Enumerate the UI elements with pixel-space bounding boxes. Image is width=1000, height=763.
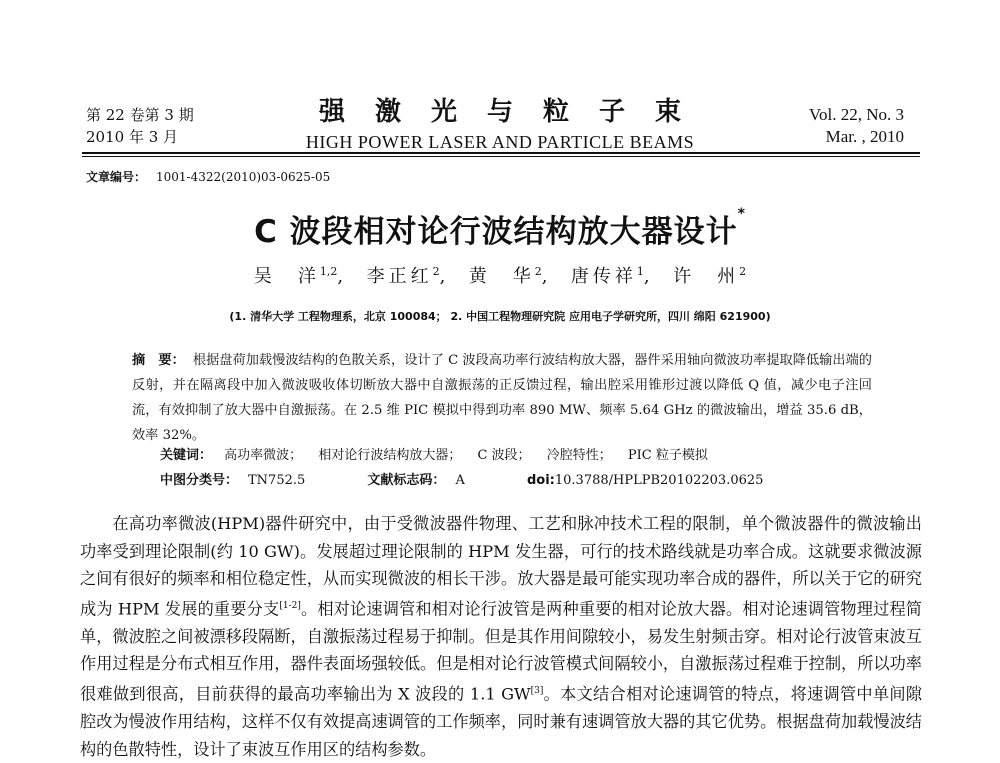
doc-code-value: A: [455, 473, 465, 488]
title-footnote-mark: *: [737, 206, 746, 222]
author: 黄 华$^2$: [468, 265, 542, 287]
date-cn: 2010 年 3 月: [86, 128, 179, 146]
author-affiliation-mark: 1,2: [319, 265, 338, 278]
article-number: [86, 168, 330, 185]
keywords-label: 关键词：: [160, 448, 213, 463]
body-paragraph: 在高功率微波(HPM)器件研究中，由于受微波器件物理、工艺和脉冲技术工程的限制，单个微波器件的微波输出功率受到理论限制(约 10 GW)。发展超过理论限制的 HPM 发生器，可行的技术路线就是功率合成。这就要求微波源之间有很好的频率和相位稳定性，从而实现微波的相长干涉。放大器是最可能实现功率合成的器件，所以关于它的研究成为 HPM 发展的重要分支[1-2]。相对论速调管和相对论行波管是两种重要的相对论放大器。相对论速调管物理过程简单，微波腔之间被漂移段隔断，自激振荡过程易于抑制。但是其作用间隙较小，易发生射频击穿。相对论行波管束波互作用过程是分布式相互作用，器件表面场强较低。但是相对论行波管模式间隔较小，自激振荡过程难于控制，所以功率很难做到很高，目前获得的最高功率输出为 X 波段的 1.1 GW[3]。本文结合相对论速调管的特点，将速调管中单间隙腔改为慢波作用结构，这样不仅有效提高速调管的工作频率，同时兼有速调管放大器的其它优势。根据盘荷加载慢波结构的色散特性，设计了束波互作用区的结构参数。: [80, 514, 923, 759]
article-number-value: 1001-4322(2010)03-0625-05: [156, 170, 331, 184]
body-text: [80, 510, 922, 763]
abstract: [132, 348, 872, 448]
paper-title-text: C 波段相对论行波结构放大器设计: [254, 214, 738, 250]
header-rule-thick: [82, 152, 920, 154]
volume-en: Vol. 22, No. 3: [808, 105, 904, 124]
citation-ref: [1-2]: [279, 600, 301, 611]
keyword: C 波段；: [477, 448, 531, 463]
keyword: PIC 粒子模拟: [627, 448, 708, 463]
author: 许 州$^2$: [673, 265, 747, 287]
journal-name-cn: 强激光与粒子束: [318, 97, 711, 127]
author-affiliation-mark: 2: [534, 265, 542, 278]
keyword: 相对论行波结构放大器；: [318, 448, 462, 463]
keyword: 冷腔特性；: [546, 448, 612, 463]
author: 唐传祥$^1$: [570, 265, 644, 287]
abstract-label: 摘 要：: [132, 353, 185, 368]
clc-value: TN752.5: [248, 473, 306, 488]
date-en: Mar. , 2010: [825, 127, 904, 146]
journal-name-en: HIGH POWER LASER AND PARTICLE BEAMS: [305, 132, 695, 152]
paper-title: [0, 206, 1000, 251]
doi: [527, 473, 763, 488]
author-affiliation-mark: 2: [432, 265, 440, 278]
classification-line: [160, 471, 763, 491]
keywords: [160, 446, 720, 466]
doc-code-label: 文献标志码：: [367, 473, 446, 488]
header-issue-en: [809, 104, 904, 148]
article-number-label: 文章编号：: [86, 170, 147, 184]
clc-label: 中图分类号：: [160, 473, 239, 488]
volume-cn: 第 22 卷第 3 期: [86, 106, 194, 124]
header-rule-thin: [82, 156, 920, 157]
doi-label: doi:: [526, 473, 555, 488]
author-list: 吴 洋$^{1,2}$, 李正红$^2$, 黄 华$^2$, 唐传祥$^1$, 许 州$^2$: [253, 265, 747, 287]
doi-value: 10.3788/HPLPB20102203.0625: [554, 473, 764, 488]
affiliations: (1. 清华大学 工程物理系，北京 100084； 2. 中国工程物理研究院 应用电子学研究所，四川 绵阳 621900): [229, 310, 771, 323]
author-affiliation-mark: 2: [739, 265, 747, 278]
author: 吴 洋$^{1,2}$: [253, 265, 338, 287]
keyword: 高功率微波；: [224, 448, 303, 463]
abstract-text: 根据盘荷加载慢波结构的色散关系，设计了 C 波段高功率行波结构放大器，器件采用轴向微波功率提取降低输出端的反射，并在隔离段中加入微波吸收体切断放大器中自激振荡的正反馈过程，输出腔采用锥形过渡以降低 Q 值，减少电子注回流，有效抑制了放大器中自激振荡。在 2.5 维 PIC 模拟中得到功率 890 MW、频率 5.64 GHz 的微波输出，增益 35.6 dB，效率 32%。: [132, 353, 872, 443]
author-affiliation-mark: 1: [636, 265, 644, 278]
author: 李正红$^2$: [366, 265, 440, 287]
citation-ref: [3]: [530, 685, 544, 696]
